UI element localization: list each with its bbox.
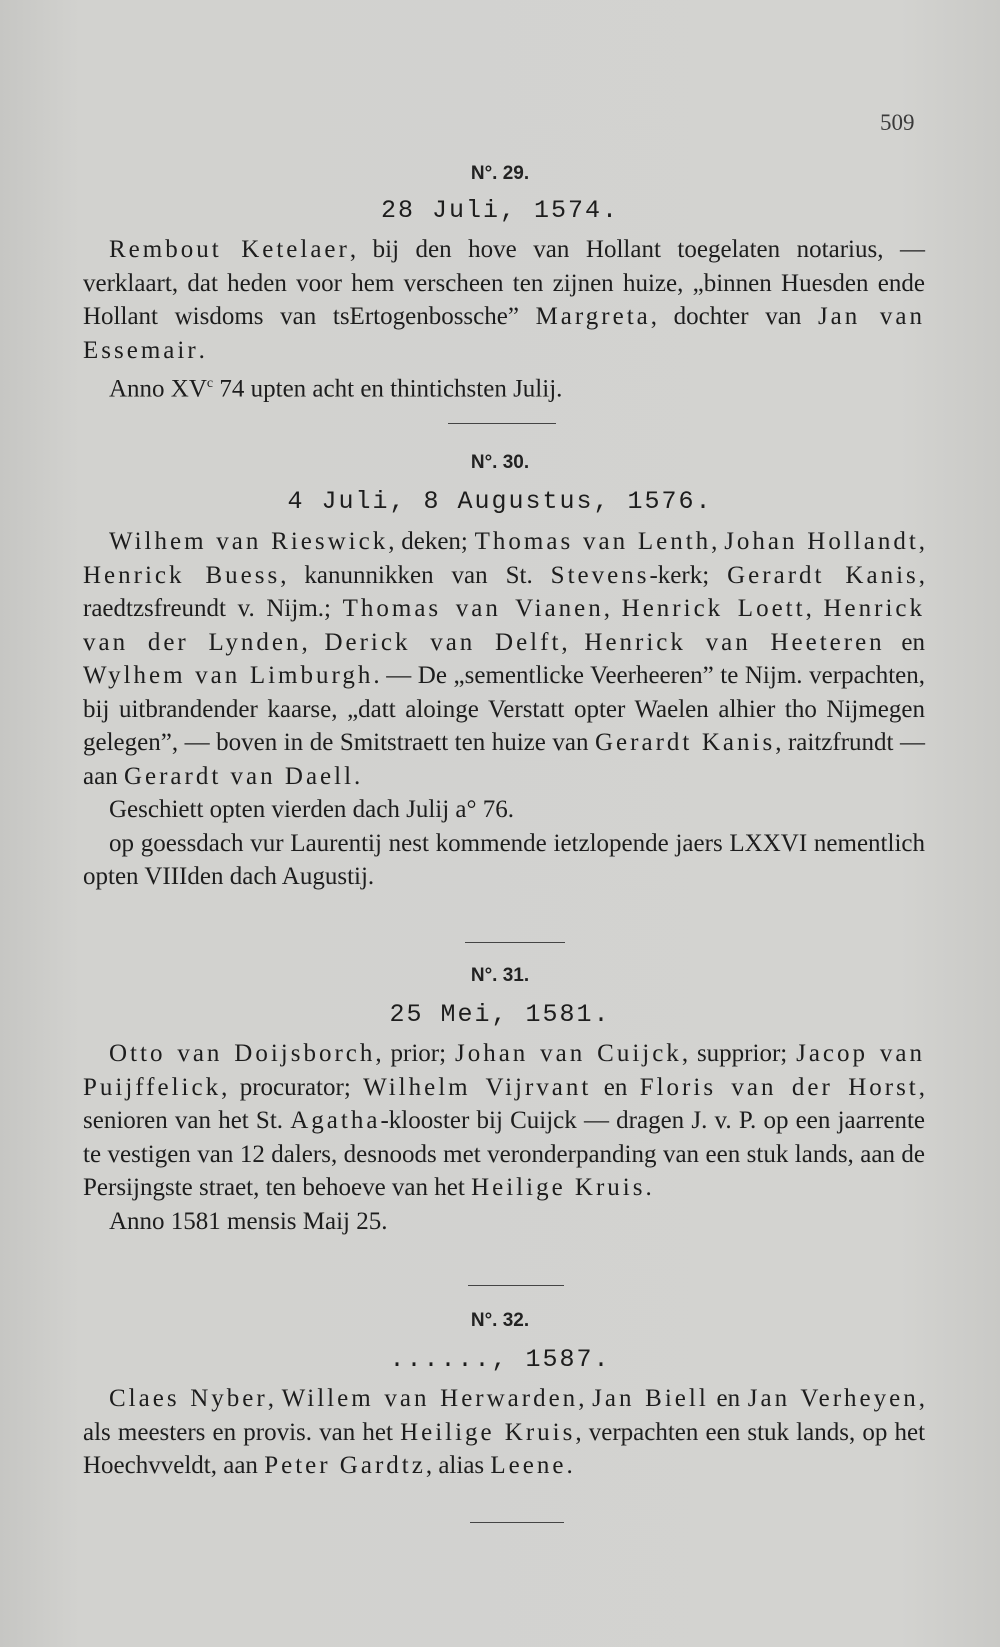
entry-paragraph bbox=[83, 793, 925, 827]
entry-date: 28 Juli, 1574. bbox=[380, 196, 620, 225]
text-run: -klooster bij Cuijck — dragen J. v. P. op een jaarrente te vestigen van 12 dalers, desnoods met veronderpanding van een stuk lands, aan de Persijngste straet, ten behoeve van het bbox=[83, 1107, 925, 1201]
entry-paragraph bbox=[83, 1205, 925, 1239]
person-name: Margreta bbox=[535, 303, 651, 330]
text-run: , supprior; bbox=[681, 1040, 797, 1067]
text-run: , dochter van bbox=[650, 303, 818, 330]
person-name: Stevens bbox=[550, 561, 650, 589]
text-run: . bbox=[566, 1452, 573, 1479]
entry-text bbox=[83, 1382, 925, 1483]
text-run: , bbox=[561, 628, 585, 656]
section-divider bbox=[448, 423, 556, 424]
text-run: , prior; bbox=[375, 1040, 455, 1067]
entry-text bbox=[83, 1037, 925, 1238]
person-name: Thomas van Lenth bbox=[474, 528, 712, 555]
text-run: . bbox=[198, 336, 205, 364]
text-run: , als meesters en provis. van het bbox=[83, 1385, 925, 1446]
entry-paragraph bbox=[83, 367, 925, 406]
text-run: , raedtzsfreundt v. Nijm.; bbox=[83, 561, 926, 622]
text-run: , deken; bbox=[388, 528, 475, 555]
section-divider bbox=[470, 1522, 564, 1523]
entry-number: N°. 32. bbox=[470, 1310, 530, 1331]
person-name: Floris van der Horst bbox=[639, 1073, 919, 1101]
text-run: Anno 1581 mensis Maij 25. bbox=[109, 1207, 388, 1235]
entry-date: 25 Mei, 1581. bbox=[389, 1000, 611, 1029]
text-run: , bbox=[578, 1385, 593, 1412]
entry-date: 4 Juli, 8 Augustus, 1576. bbox=[287, 487, 713, 516]
entry-text bbox=[83, 525, 925, 894]
person-name: Wylhem van Limburgh bbox=[83, 662, 374, 689]
person-name: Rembout Ketelaer bbox=[109, 236, 350, 263]
entry-paragraph bbox=[83, 233, 925, 367]
text-run: , bbox=[267, 1385, 282, 1412]
text-run: , procurator; bbox=[221, 1073, 364, 1101]
text-run: en bbox=[884, 628, 926, 656]
person-name: Claes Nyber bbox=[109, 1385, 268, 1412]
person-name: Henrick Loett bbox=[621, 595, 806, 622]
section-divider bbox=[465, 942, 565, 943]
person-name: Peter Gardtz bbox=[264, 1452, 426, 1479]
person-name: Wilhem van Rieswick bbox=[109, 528, 389, 555]
person-name: Henrick van Heeteren bbox=[584, 628, 885, 656]
person-name: Wilhelm Vijrvant bbox=[363, 1073, 592, 1101]
text-run: , bbox=[805, 595, 824, 622]
person-name: Heilige Kruis bbox=[471, 1174, 646, 1201]
person-name: Jacop van Puijffelick bbox=[83, 1040, 925, 1101]
entry-paragraph bbox=[83, 525, 925, 793]
page-number: 509 bbox=[880, 110, 915, 135]
text-run: . bbox=[354, 762, 361, 790]
text-run: , bbox=[918, 528, 926, 555]
person-name: Johan van Cuijck bbox=[454, 1040, 682, 1067]
entry-text bbox=[83, 233, 925, 406]
text-run: , senioren van het St. bbox=[83, 1073, 925, 1134]
text-run: c bbox=[206, 376, 214, 391]
text-run: -kerk; bbox=[649, 561, 728, 589]
entry-paragraph bbox=[83, 1382, 925, 1483]
person-name: Gerardt van Daell bbox=[123, 762, 355, 790]
text-run: , bbox=[301, 628, 325, 656]
person-name: Leene bbox=[490, 1452, 567, 1479]
text-run: , kanunnikken van St. bbox=[280, 561, 551, 589]
person-name: Thomas van Vianen bbox=[342, 595, 604, 622]
person-name: Jan van Essemair bbox=[83, 303, 926, 364]
person-name: Jan Biell bbox=[592, 1385, 709, 1412]
person-name: Johan Hollandt bbox=[724, 528, 919, 555]
text-run: Geschiett opten vierden dach Julij a° 76. bbox=[109, 796, 515, 823]
person-name: Derick van Delft bbox=[324, 628, 562, 656]
person-name: Henrick van der Lynden bbox=[83, 595, 925, 656]
text-run: . — De „sementlicke Veerheeren” te Nijm. verpachten, bij uitbrandender kaarse, „datt aloinge Verstatt opter Waelen alhier tho Nijmegen gelegen”, — boven in de Smitstraett ten huize van bbox=[83, 662, 926, 756]
text-run: . bbox=[645, 1174, 652, 1201]
person-name: Willem van Herwarden bbox=[281, 1385, 579, 1412]
text-run: Anno XV bbox=[109, 375, 207, 403]
person-name: Heilige Kruis bbox=[400, 1418, 576, 1446]
person-name: Agatha bbox=[290, 1107, 381, 1134]
text-run: , bbox=[603, 595, 622, 622]
entry-number: N°. 31. bbox=[470, 965, 530, 986]
person-name: Otto van Doijsborch bbox=[109, 1040, 376, 1067]
person-name: Gerardt Kanis bbox=[595, 729, 776, 756]
entry-number: N°. 30. bbox=[470, 452, 530, 473]
text-run: , alias bbox=[425, 1452, 491, 1479]
section-divider bbox=[468, 1285, 564, 1286]
text-run: 74 upten acht en thintichsten Julij. bbox=[213, 375, 563, 403]
person-name: Henrick Buess bbox=[83, 561, 281, 589]
entry-number: N°. 29. bbox=[470, 163, 530, 184]
text-run: , bbox=[711, 528, 725, 555]
entry-paragraph bbox=[83, 827, 925, 894]
text-run: en bbox=[708, 1385, 748, 1412]
text-run: en bbox=[591, 1073, 640, 1101]
text-run: , raitzfrundt — aan bbox=[83, 729, 925, 790]
person-name: Jan Verheyen bbox=[747, 1385, 919, 1412]
entry-date: ......, 1587. bbox=[389, 1345, 611, 1374]
text-run: op goessdach vur Laurentij nest kommende ietzlopende jaers LXXVI nementlich opten VIIIden dach Augustij. bbox=[83, 829, 925, 890]
person-name: Gerardt Kanis bbox=[727, 561, 919, 589]
entry-paragraph bbox=[83, 1037, 925, 1205]
text-run: , bij den hove van Hollant toegelaten notarius, — verklaart, dat heden voor hem verscheen ten zijnen huize, „binnen Huesden ende Hollant wisdoms van tsErtogenbossche” bbox=[83, 236, 925, 330]
text-run: , verpachten een stuk lands, op het Hoechvveldt, aan bbox=[83, 1418, 926, 1479]
